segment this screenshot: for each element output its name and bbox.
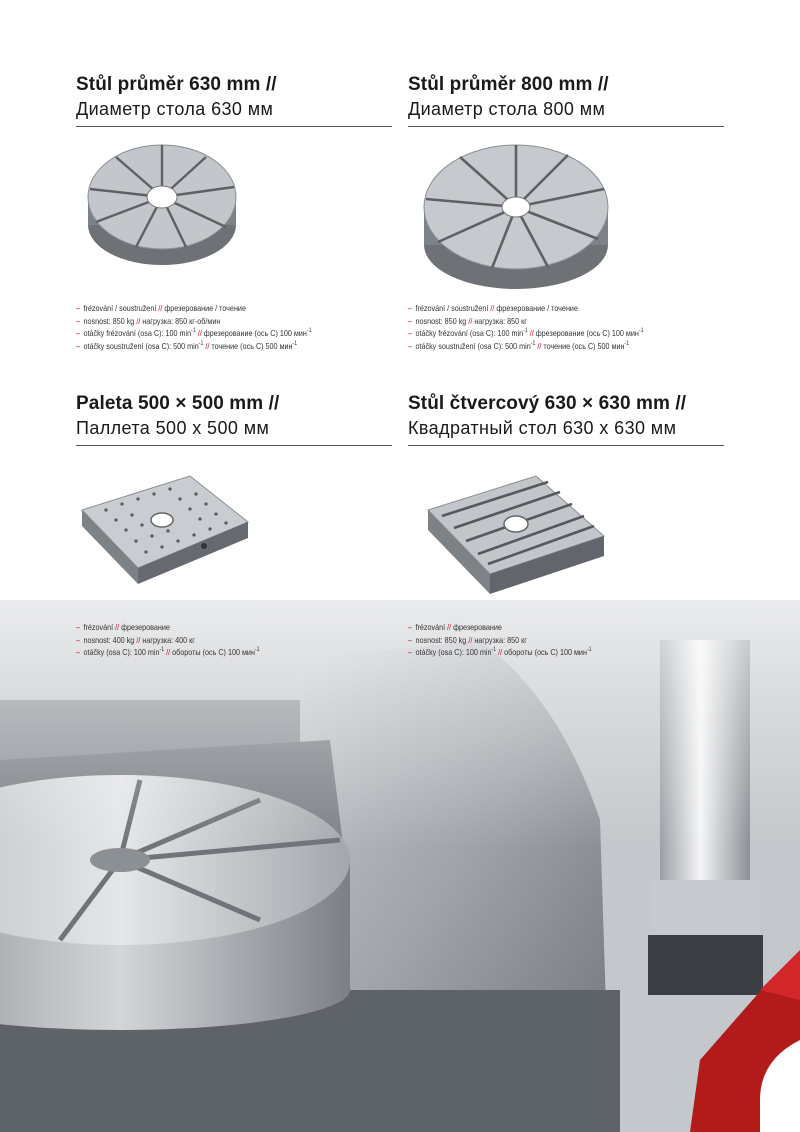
panel-pallet-500 — [76, 392, 406, 659]
spec-list — [408, 621, 743, 659]
spec-item: – frézování // фрезерование — [76, 622, 170, 632]
panel-square-table-630 — [408, 392, 738, 659]
spec-item: – otáčky soustružení (osa C): 500 $\min^{-1}$ // точение (ось С) 500 мин$^{-1}$ — [408, 340, 630, 351]
panel-title-ru: Диаметр стола 630 мм — [76, 99, 274, 119]
round-table-800-icon — [408, 127, 738, 302]
panel-title-cz: Stůl čtvercový 630 × 630 mm // — [408, 393, 687, 414]
spec-item: – otáčky (osa C): 100 $\min^{-1}$ // обороты (ось С) 100 мин$^{-1}$ — [76, 647, 260, 657]
spec-item: – frézování / soustružení // фрезерование / точение — [76, 303, 246, 313]
spec-item: – otáčky soustružení (osa C): 500 $\min^{-1}$ // точение (ось С) 500 мин$^{-1}$ — [76, 340, 298, 351]
spec-list — [408, 302, 743, 352]
panel-title-ru: Диаметр стола 800 мм — [408, 99, 606, 119]
spec-item: – nosnost: 850 kg // нагрузка: 850 кг — [408, 315, 527, 326]
panel-title-ru: Паллета 500 х 500 мм — [76, 418, 270, 438]
spec-item: – otáčky (osa C): 100 $\min^{-1}$ // обороты (ось С) 100 мин$^{-1}$ — [408, 647, 592, 657]
spec-item: – frézování // фрезерование — [408, 622, 502, 632]
spec-item: – otáčky frézování (osa C): 100 $\min^{-1}$ // фрезерование (ось С) 100 мин$^{-1}$ — [76, 328, 312, 338]
round-table-630-icon — [76, 127, 406, 302]
panel-round-table-630 — [76, 73, 406, 352]
panel-title-cz: Stůl průměr 630 mm // — [76, 74, 277, 95]
spec-list — [76, 621, 411, 659]
spec-item: – otáčky frézování (osa C): 100 $\min^{-1}$ // фрезерование (ось С) 100 мин$^{-1}$ — [408, 328, 644, 338]
spec-list — [76, 302, 411, 352]
square-table-630-icon — [408, 446, 738, 621]
panel-title-ru: Квадратный стол 630 х 630 мм — [408, 418, 677, 438]
spec-item: – frézování / soustružení // фрезерование / точение — [408, 303, 578, 313]
panel-title-cz: Stůl průměr 800 mm // — [408, 74, 609, 95]
spec-item: – nosnost: 850 kg // нагрузка: 850 кг — [408, 634, 527, 645]
panel-round-table-800 — [408, 73, 738, 352]
panel-title-cz: Paleta 500 × 500 mm // — [76, 393, 280, 414]
spec-item: – nosnost: 850 kg // нагрузка: 850 кг-об/мин — [76, 315, 221, 326]
pallet-500-icon — [76, 446, 406, 621]
spec-item: – nosnost: 400 kg // нагрузка: 400 кг — [76, 634, 195, 645]
